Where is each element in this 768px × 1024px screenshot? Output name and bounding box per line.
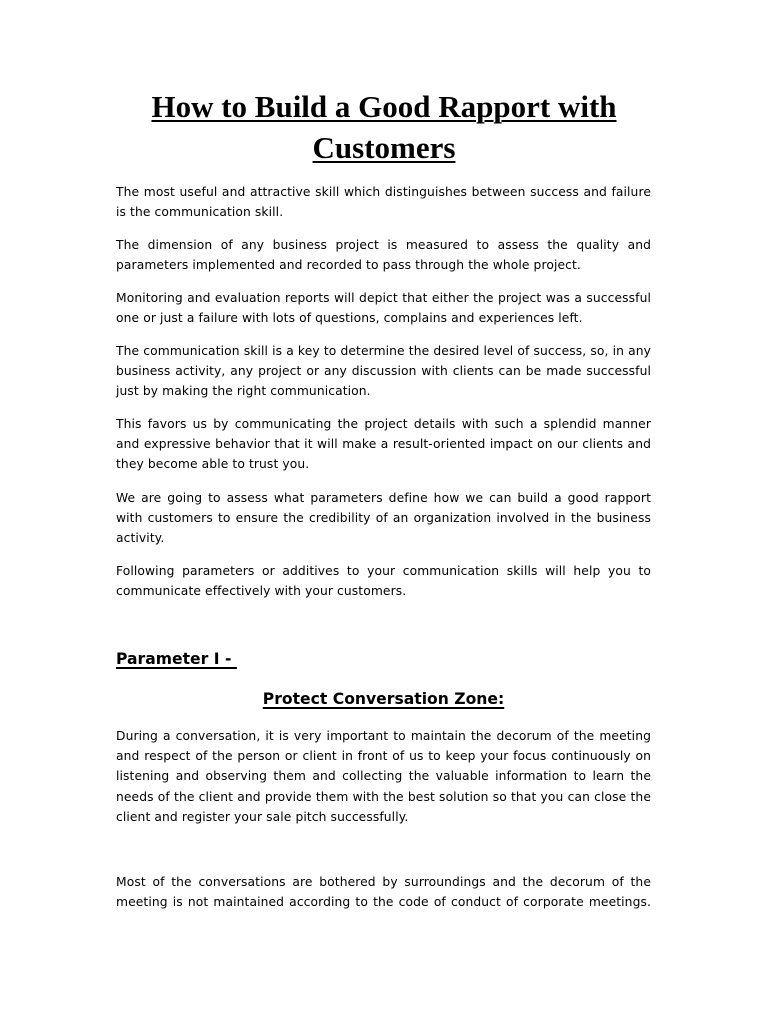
- section-paragraph: During a conversation, it is very important to maintain the decorum of the meeting and respect of the person or client in front of us to keep your focus continuously on listening and observing them and collecting the valuable information to learn the needs of the client and provide them with the best solution so that you can close the client and register your sale pitch successfully.: [116, 729, 651, 824]
- paragraph: This favors us by communicating the project details with such a splendid manner and expressive behavior that it will make a result-oriented impact on our clients and they become able to trust you.: [116, 417, 651, 472]
- paragraph: Monitoring and evaluation reports will depict that either the project was a successful one or just a failure with lots of questions, complains and experiences left.: [116, 291, 651, 326]
- section-subheading: Protect Conversation Zone:: [262, 690, 505, 708]
- paragraph: The dimension of any business project is measured to assess the quality and parameters implemented and recorded to pass through the whole project.: [116, 238, 651, 273]
- document-title: How to Build a Good Rapport with Customers: [151, 89, 617, 165]
- paragraph: The communication skill is a key to determine the desired level of success, so, in any business activity, any project or any discussion with clients can be made successful just by making the right communication.: [116, 344, 651, 399]
- section-heading: Parameter I -: [116, 650, 237, 668]
- section-paragraph: Most of the conversations are bothered by surroundings and the decorum of the meeting is not maintained according to the code of conduct of corporate meetings.: [116, 875, 651, 910]
- paragraph: The most useful and attractive skill which distinguishes between success and failure is the communication skill.: [116, 185, 651, 220]
- paragraph: We are going to assess what parameters define how we can build a good rapport with customers to ensure the credibility of an organization involved in the business activity.: [116, 491, 651, 546]
- paragraph: Following parameters or additives to your communication skills will help you to communicate effectively with your customers.: [116, 564, 651, 599]
